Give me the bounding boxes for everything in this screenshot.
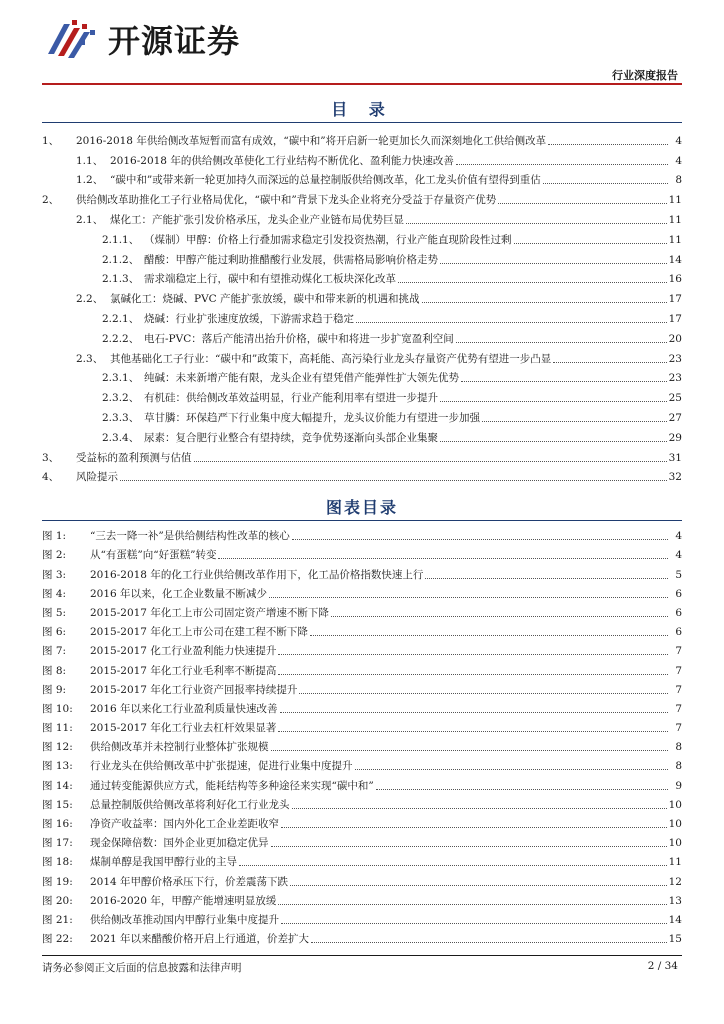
- figure-leader-dots: [331, 616, 668, 617]
- figure-leader-dots: [311, 942, 667, 943]
- figure-entry[interactable]: [42, 620, 682, 639]
- toc-entry-text: 供给侧改革助推化工子行业格局优化，“碳中和”背景下龙头企业将充分受益于存量资产优势: [76, 194, 497, 207]
- toc-entry-text: （煤制）甲醇：价格上行叠加需求稳定引发投资热潮，行业产能直现阶段性过剩: [144, 233, 512, 246]
- toc-leader-dots: [456, 164, 668, 165]
- toc-entry-page: 4: [675, 154, 682, 167]
- figure-entry-number: 图 6:: [42, 626, 67, 639]
- toc-leader-dots: [482, 421, 667, 422]
- toc-entry-page: 17: [668, 312, 682, 325]
- figure-entry-page: 5: [675, 568, 682, 581]
- figure-leader-dots: [292, 808, 667, 809]
- figure-entry-number: 图 14:: [42, 779, 73, 792]
- figure-leader-dots: [292, 539, 668, 540]
- figure-entry[interactable]: [42, 735, 682, 754]
- figure-leader-dots: [278, 654, 668, 655]
- toc-entry-number: 4、: [42, 471, 60, 484]
- toc-entry-text: 氯碱化工：烧碱、PVC 产能扩张放缓，碳中和带来新的机遇和挑战: [110, 293, 420, 306]
- figure-entry-text: 2016-2020 年，甲醇产能增速明显放缓: [90, 894, 277, 907]
- figure-leader-dots: [376, 789, 668, 790]
- report-type-label: 行业深度报告: [612, 69, 678, 82]
- figure-leader-dots: [310, 635, 668, 636]
- figure-entry-text: 煤制单醇是我国甲醇行业的主导: [90, 856, 237, 869]
- toc-entry-number: 2、: [42, 194, 60, 207]
- toc-entry-number: 2.3.3、: [102, 411, 140, 424]
- figure-entry-text: 2016-2018 年的化工行业供给侧改革作用下，化工品价格指数快速上行: [90, 568, 424, 581]
- toc-entry[interactable]: [42, 148, 682, 168]
- toc-entry-page: 11: [668, 213, 682, 226]
- figure-entry-text: 2015-2017 年化工行业资产回报率持续提升: [90, 683, 298, 696]
- toc-leader-dots: [548, 144, 668, 145]
- figure-entry[interactable]: [42, 562, 682, 581]
- toc-leader-dots: [356, 322, 667, 323]
- table-of-contents: [42, 128, 682, 484]
- toc-leader-dots: [194, 461, 667, 462]
- figure-entry-page: 10: [668, 818, 682, 830]
- figures-title: 图表目录: [325, 498, 398, 517]
- toc-entry-text: 风险提示: [76, 471, 118, 484]
- figure-entry[interactable]: [42, 639, 682, 658]
- figure-entry-text: 通过转变能源供应方式，能耗结构等多种途径来实现“碳中和”: [90, 779, 374, 792]
- toc-entry-number: 1.1、: [76, 154, 104, 167]
- figure-entry-page: 15: [668, 933, 682, 946]
- toc-entry-number: 2.3.2、: [102, 392, 140, 405]
- figure-entry[interactable]: [42, 543, 682, 562]
- toc-entry-text: 草甘膦：环保趋严下行业集中度大幅提升，龙头议价能力有望进一步加强: [144, 411, 480, 424]
- figure-leader-dots: [290, 885, 667, 886]
- toc-entry[interactable]: [42, 187, 682, 207]
- toc-entry-number: 2.3、: [76, 352, 104, 365]
- figure-entry-number: 图 20:: [42, 894, 73, 907]
- figure-entry[interactable]: [42, 754, 682, 773]
- figure-entry-text: 净资产收益率：国内外化工企业差距收窄: [90, 818, 279, 830]
- figure-entry-page: 10: [668, 798, 682, 811]
- figure-entry[interactable]: [42, 850, 682, 869]
- list-of-figures: [42, 524, 682, 946]
- figure-entry-number: 图 16:: [42, 818, 73, 830]
- figure-entry[interactable]: [42, 716, 682, 735]
- figure-entry[interactable]: [42, 697, 682, 716]
- toc-entry-page: 31: [668, 451, 682, 464]
- figure-leader-dots: [281, 827, 667, 828]
- toc-entry-page: 17: [668, 293, 682, 306]
- toc-leader-dots: [498, 203, 666, 204]
- toc-leader-dots: [461, 381, 667, 382]
- figure-entry-number: 图 8:: [42, 664, 67, 677]
- figure-entry-number: 图 18:: [42, 856, 73, 869]
- figure-entry-page: 4: [675, 549, 682, 562]
- figure-entry[interactable]: [42, 889, 682, 908]
- figure-entry[interactable]: [42, 908, 682, 927]
- figure-leader-dots: [280, 712, 668, 713]
- toc-entry-page: 25: [668, 392, 682, 405]
- toc-entry-number: 2.2.2、: [102, 332, 140, 345]
- figure-entry-number: 图 1:: [42, 530, 67, 543]
- figure-leader-dots: [355, 769, 669, 770]
- figure-entry-number: 图 11:: [42, 722, 73, 735]
- toc-entry-text: “碳中和”或带来新一轮更加持久而深远的总量控制版供给侧改革，化工龙头价值有望得到重估: [110, 174, 541, 187]
- toc-entry-page: 16: [668, 273, 682, 286]
- figure-leader-dots: [269, 597, 668, 598]
- figure-entry-text: 2015-2017 年化工上市公司固定资产增速不断下降: [90, 606, 329, 619]
- figure-entry-number: 图 5:: [42, 606, 67, 619]
- figure-entry-text: 2016 年以来，化工企业数量不断减少: [90, 587, 268, 600]
- toc-entry-number: 3、: [42, 451, 60, 464]
- toc-leader-dots: [422, 302, 667, 303]
- figure-entry-page: 7: [675, 722, 682, 735]
- figure-leader-dots: [239, 865, 667, 866]
- toc-entry[interactable]: [42, 405, 682, 425]
- footer-disclaimer: 请务必参阅正文后面的信息披露和法律声明: [42, 962, 242, 974]
- footer-page-number: 2 / 34: [647, 960, 678, 972]
- toc-entry-page: 23: [668, 372, 682, 385]
- figure-entry-number: 图 19:: [42, 875, 73, 888]
- toc-entry-number: 2.1.1、: [102, 233, 140, 246]
- toc-entry-page: 29: [668, 431, 682, 444]
- figure-entry[interactable]: [42, 831, 682, 850]
- toc-leader-dots: [398, 282, 667, 283]
- toc-entry-text: 2016-2018 年供给侧改革短暂而富有成效，“碳中和”将开启新一轮更加长久而深刻地化工供给侧改革: [76, 134, 547, 147]
- figure-entry-page: 8: [675, 760, 682, 773]
- toc-leader-dots: [514, 243, 667, 244]
- figure-leader-dots: [278, 674, 668, 675]
- toc-entry-number: 1、: [42, 134, 60, 147]
- figure-entry[interactable]: [42, 601, 682, 620]
- toc-entry-page: 27: [668, 411, 682, 424]
- toc-entry-page: 14: [668, 253, 682, 266]
- figure-entry-number: 图 17:: [42, 837, 73, 850]
- toc-entry[interactable]: [42, 425, 682, 445]
- figure-entry-page: 6: [675, 606, 682, 619]
- figure-entry-text: 2021 年以来醋酸价格开启上行通道，价差扩大: [90, 933, 310, 946]
- kaiyuan-logo-icon: [42, 14, 100, 64]
- toc-entry[interactable]: [42, 366, 682, 386]
- figure-entry-text: 供给侧改革推动国内甲醇行业集中度提升: [90, 913, 279, 926]
- figure-entry-page: 7: [675, 683, 682, 696]
- figure-entry-page: 7: [675, 645, 682, 658]
- figure-entry-number: 图 3:: [42, 568, 67, 581]
- toc-entry[interactable]: [42, 247, 682, 267]
- figure-entry-text: 2015-2017 年化工行业去杠杆效果显著: [90, 722, 277, 735]
- toc-entry-text: 醋酸：甲醇产能过剩助推醋酸行业发展，供需格局影响价格走势: [144, 253, 438, 266]
- toc-entry-text: 受益标的盈利预测与估值: [76, 451, 192, 464]
- figure-leader-dots: [271, 846, 667, 847]
- figure-entry-text: 2015-2017 化工行业盈利能力快速提升: [90, 645, 277, 658]
- figure-entry-page: 9: [675, 779, 682, 792]
- toc-entry-text: 需求端稳定上行，碳中和有望推动煤化工板块深化改革: [144, 273, 396, 286]
- figure-entry-page: 6: [675, 587, 682, 600]
- figure-entry-number: 图 2:: [42, 549, 67, 562]
- brand-name: 开源证券: [108, 22, 241, 60]
- toc-entry[interactable]: [42, 227, 682, 247]
- figure-entry-page: 10: [668, 837, 682, 850]
- figure-entry[interactable]: [42, 524, 682, 543]
- figure-entry-page: 4: [675, 530, 682, 543]
- figure-entry-text: 2014 年甲醇价格承压下行，价差震荡下跌: [90, 875, 289, 888]
- toc-entry-number: 2.3.4、: [102, 431, 140, 444]
- toc-entry-number: 2.3.1、: [102, 372, 140, 385]
- figure-leader-dots: [271, 750, 669, 751]
- toc-entry-number: 2.1、: [76, 213, 104, 226]
- figure-entry-text: 总量控制版供给侧改革将利好化工行业龙头: [90, 798, 290, 811]
- toc-entry-page: 11: [668, 194, 682, 207]
- toc-entry-text: 有机硅：供给侧改革效益明显，行业产能利用率有望进一步提升: [144, 392, 438, 405]
- toc-leader-dots: [543, 183, 668, 184]
- figure-entry-page: 6: [675, 626, 682, 639]
- figure-entry[interactable]: [42, 678, 682, 697]
- figure-entry[interactable]: [42, 658, 682, 677]
- figure-leader-dots: [218, 558, 668, 559]
- figure-entry-page: 7: [675, 702, 682, 715]
- toc-entry[interactable]: [42, 445, 682, 465]
- figures-title-divider: [42, 520, 682, 521]
- toc-entry-page: 32: [668, 471, 682, 484]
- figure-entry-number: 图 12:: [42, 741, 73, 754]
- figure-leader-dots: [278, 904, 666, 905]
- figure-entry-page: 12: [668, 875, 682, 888]
- figure-leader-dots: [278, 731, 668, 732]
- toc-entry-page: 11: [668, 233, 682, 246]
- figure-leader-dots: [425, 578, 668, 579]
- toc-title: 目 录: [331, 100, 393, 119]
- toc-title-divider: [42, 122, 682, 123]
- figure-entry-page: 11: [668, 856, 682, 869]
- figure-entry-text: 行业龙头在供给侧改革中扩张提速，促进行业集中度提升: [90, 760, 353, 773]
- figure-entry-text: 从“有蛋糕”向“好蛋糕”转变: [90, 549, 217, 562]
- toc-entry-text: 烧碱：行业扩张速度放缓，下游需求趋于稳定: [144, 312, 354, 325]
- figure-entry-page: 14: [668, 913, 682, 926]
- brand-logo: [42, 14, 282, 64]
- figure-entry[interactable]: [42, 773, 682, 792]
- toc-entry-number: 2.2.1、: [102, 312, 140, 325]
- toc-leader-dots: [553, 362, 666, 363]
- header-divider: [42, 83, 682, 85]
- figure-entry-text: 2015-2017 年化工上市公司在建工程不断下降: [90, 626, 308, 639]
- figure-entry[interactable]: [42, 582, 682, 601]
- figure-entry-number: 图 7:: [42, 645, 67, 658]
- toc-entry-page: 20: [668, 332, 682, 345]
- toc-entry-page: 8: [675, 174, 682, 187]
- figure-leader-dots: [281, 923, 667, 924]
- figure-entry-number: 图 4:: [42, 587, 67, 600]
- toc-entry[interactable]: [42, 306, 682, 326]
- toc-entry-number: 2.1.2、: [102, 253, 140, 266]
- figure-entry-number: 图 22:: [42, 933, 73, 946]
- toc-entry[interactable]: [42, 286, 682, 306]
- toc-entry[interactable]: [42, 346, 682, 366]
- toc-entry[interactable]: [42, 128, 682, 148]
- figure-entry[interactable]: [42, 869, 682, 888]
- footer-divider: [42, 955, 682, 956]
- figure-entry-number: 图 9:: [42, 683, 67, 696]
- toc-entry[interactable]: [42, 168, 682, 188]
- toc-leader-dots: [440, 263, 667, 264]
- figure-entry-text: 2016 年以来化工行业盈利质量快速改善: [90, 702, 278, 715]
- figure-entry-page: 7: [675, 664, 682, 677]
- toc-entry-text: 2016-2018 年的供给侧改革使化工行业结构不断优化、盈利能力快速改善: [110, 154, 454, 167]
- toc-leader-dots: [406, 223, 667, 224]
- toc-entry-number: 2.1.3、: [102, 273, 140, 286]
- toc-entry[interactable]: [42, 465, 682, 485]
- figure-entry-number: 图 15:: [42, 798, 73, 811]
- toc-entry-number: 2.2、: [76, 293, 104, 306]
- toc-entry[interactable]: [42, 326, 682, 346]
- figure-entry[interactable]: [42, 927, 682, 946]
- toc-entry[interactable]: [42, 267, 682, 287]
- toc-leader-dots: [440, 401, 667, 402]
- figure-entry-text: 供给侧改革并未控制行业整体扩张规模: [90, 741, 269, 754]
- figure-entry-page: 13: [668, 894, 682, 907]
- toc-leader-dots: [120, 480, 667, 481]
- figure-entry[interactable]: [42, 793, 682, 812]
- toc-leader-dots: [440, 441, 667, 442]
- toc-entry[interactable]: [42, 207, 682, 227]
- toc-entry-page: 23: [668, 352, 682, 365]
- toc-entry-text: 电石-PVC：落后产能清出抬升价格，碳中和将进一步扩宽盈利空间: [144, 332, 454, 345]
- toc-entry-text: 纯碱：未来新增产能有限，龙头企业有望凭借产能弹性扩大领先优势: [144, 372, 459, 385]
- figure-entry-page: 8: [675, 741, 682, 754]
- toc-leader-dots: [456, 342, 667, 343]
- figure-entry-number: 图 13:: [42, 760, 73, 773]
- figure-entry-number: 图 10:: [42, 702, 73, 715]
- figure-entry-text: 现金保障倍数：国外企业更加稳定优异: [90, 837, 269, 850]
- figure-entry[interactable]: [42, 812, 682, 831]
- toc-entry-text: 尿素：复合肥行业整合有望持续，竞争优势逐渐向头部企业集聚: [144, 431, 438, 444]
- figure-entry-text: “三去一降一补”是供给侧结构性改革的核心: [90, 530, 290, 543]
- toc-entry-number: 1.2、: [76, 174, 104, 187]
- toc-entry[interactable]: [42, 385, 682, 405]
- toc-entry-text: 煤化工：产能扩张引发价格承压，龙头企业产业链布局优势巨显: [110, 213, 404, 226]
- figure-leader-dots: [299, 693, 668, 694]
- figure-entry-number: 图 21:: [42, 913, 73, 926]
- toc-entry-text: 其他基础化工子行业：“碳中和”政策下，高耗能、高污染行业龙头存量资产优势有望进一步凸显: [110, 352, 552, 365]
- figure-entry-text: 2015-2017 年化工行业毛利率不断提高: [90, 664, 277, 677]
- toc-entry-page: 4: [675, 134, 682, 147]
